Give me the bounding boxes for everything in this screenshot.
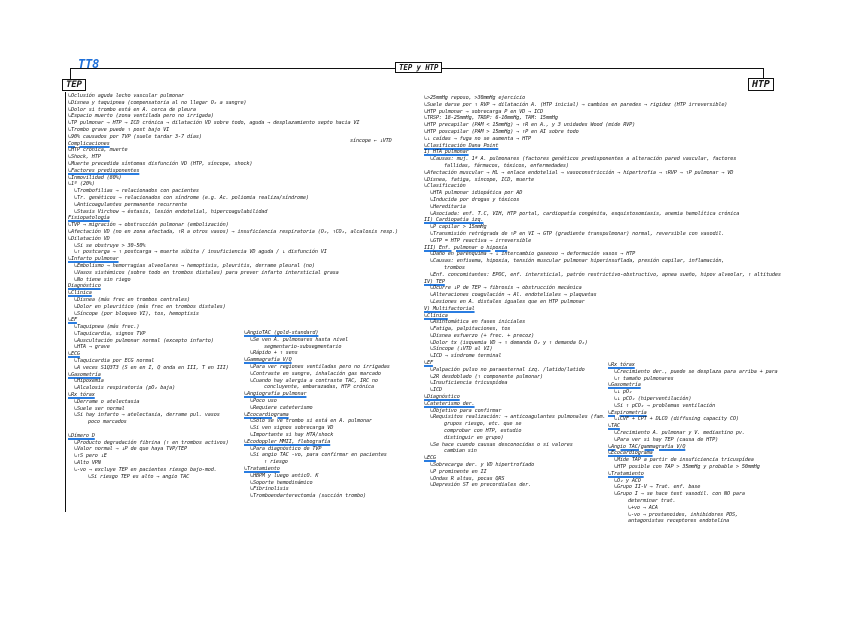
note-line: ↳Hipoxemia [74,378,104,385]
note-line: ↳Insuficiencia tricuspídea [430,380,508,387]
note-line: ↳↑S pero ↓E [74,453,107,460]
note-line: ↳Síncope (por bloqueo VI), tos, hemoptisis [74,310,199,317]
note-line: ↳Se ven A. pulmonares hasta nivel [250,336,349,343]
note-line: ↳Infarto pulmonar [68,256,119,263]
note-line: ↳Ecocardiograma [608,450,653,457]
tep-branch-line [65,92,66,512]
note-line: ↳Cuando hay alergia a contraste TAC, IRC no [250,377,378,384]
note-line: ↳Requiere cateterismo [250,404,313,411]
note-line: ↳No tiene sin riego [74,276,131,283]
note-line: ↳Mide TAP a partir de insuficiencia tricuspídea [614,457,754,464]
note-line: ↳Soporte hemodinámico [250,479,313,486]
note-line: ↳Tratamiento [244,465,280,472]
note-line: ↳Disnea esfuerzo (+ frec. + precoz) [430,332,535,339]
handwritten-tag: TT8 [78,57,100,71]
tep-column-2 [244,330,390,500]
note-line: ↳↓CVF + CPT + DLCO (diffusing capacity CO) [614,416,739,423]
note-line: ↳Alto VPN [74,460,101,467]
note-line: ↳ICD → síndrome terminal [430,353,502,360]
note-line: ↳Trombofilias → relacionados con pacientes [74,188,199,195]
note-line: ↳Causas: enfisema, hipoxia, tensión muscular pulmonar hiperinsuflada, presión capilar, inflamación, [430,258,725,265]
note-line: ↳TVP → migración → obstrucción pulmonar (embolización) [68,222,229,229]
note-line: distinguir en grupo) [444,434,504,441]
note-line: ↳EF [424,360,433,367]
note-line: ↳Dolor en pleuritico (más frec en trombos distales) [74,303,226,310]
note-line: ↳Taquicardia por ECG normal [74,358,155,365]
note-line: comprobar con HTP, estudio [444,428,522,435]
note-line: ↳Si ven signos sobrecarga VD [250,425,334,432]
note-line: ↳Disnea (más frec en trombos centrales) [74,296,190,303]
connector-right [763,68,764,78]
note-line: ↳Importante si hay HTA/shock [250,431,334,438]
note-line: ↳+vo → ACA [628,504,658,511]
note-line: ↳Derrame o atelectasia [74,398,140,405]
note-line: ↳HBPM y luego anticO. K [250,472,319,479]
note-line: ↳↓ caídas → fuga no se aumenta → HTP [424,135,532,142]
note-line: ↳Fatiga, palpitaciones, tos [430,326,511,333]
note-line: ↳Shock, HTP [68,154,101,161]
note-line: ↳Espirometría [608,409,647,416]
note-line: ↳Enf. concomitantes: EPOC, enf. intersticial, patrón restrictivo-obstructivo, apnea sueño, hipov alveolar, ↑ altitudes [430,271,781,278]
note-line: ↳Asociada: enf. T.C, VIH, HTP portal, cardiopatía congénita, esquistosomiasis, anemia hemolítica crónica [430,210,740,217]
note-line: ↳A veces S1Q3T3 (S en en I, Q onda en III, T en III) [74,364,229,371]
note-line: ↳Transmisión retrógrada de ↑P en VI → GTP (gradiente transpulmonar) normal, reversible con vasodil. [430,230,725,237]
note-line: ↳TP pulmonar → HTP → ICD crónica → dilatación VD sobre todo, aguda → desplazamiento septo hacia VI [68,120,360,127]
note-line: ↳Si se obstruye > 30-50% [74,242,146,249]
note-line: ↳Alteraciones coagulación → Al. endoteliales → plaquetas [430,292,597,299]
note-line: ↳Gasometría [68,371,101,378]
note-line: trombos [444,264,465,271]
tep-box: TEP [62,79,86,91]
note-line: ↳Crecimiento der., puede se desplaza para arriba + para [614,368,778,375]
note-line: Diagnóstico [68,283,101,290]
note-line: ↳Contraste en sangre, inhalación gas marcado [250,370,381,377]
note-line: ↳Tromboendarterectomía (succión trombo) [250,493,366,500]
note-line: ↑ riesgo [264,459,288,466]
note-line: ↳Angio TAC/gammagrafía V/Q [608,443,686,450]
note-line: poco marcados [88,419,127,426]
note-line: ↳Se hace cuando causas desconocidas o si valores [430,441,573,448]
note-line: ↳Taquicardia, signos TVP [74,330,146,337]
note-line: ↳Objetivo para confirmar [430,407,502,414]
note-line: ↳Dímero D [68,432,95,439]
note-line: ↳Lesiones en A. distales iguales que en HTP pulmonar [430,298,585,305]
note-line: ↳Dolor tx (isquemia VD → ↑ demanda O₂ y ↑ demanda O₂) [430,339,588,346]
note-line: ↳↓ pCO₂ (hiperventilación) [614,395,692,402]
note-line: segmentario-subsegmentario [264,343,342,350]
note-line: ↳Suele ser normal [74,405,125,412]
note-line: ↳Si hay infarto → atelectasia, derrame pul. vasos [74,412,220,419]
note-line: ↳Embolismo → hemorragias alveolares → hemoptisis, pleuritis, derrame pleural (no) [74,262,315,269]
note-line: ↳Síncope (↓VTD al VI) [430,346,493,353]
note-line: ↳Hereditaria [430,203,466,210]
note-line: Complicaciones [68,140,110,147]
note-line: ↳>25mmHg reposo, >30mmHg ejercicio [424,95,526,101]
note-line: ↳1º (20%) [68,181,95,188]
note-line: grupos riesgo, etc. que se [444,421,522,428]
note-line: ↳ICD [430,387,442,394]
note-line: ↳Clasificación Dana Point [424,142,499,149]
note-line: ↳Gasometría [608,382,641,389]
note-line: ↳2R desdoblado (↑ componente pulmonar) [430,373,543,380]
note-line: ↳Clínica [424,312,448,319]
note-line: ↳Daño en parénquima → ↓ intercambio gaseoso → deformación vasos → HTP [430,251,636,258]
note-line: antagonistas receptores endotelina [628,518,730,525]
note-line: ↳O₂ y ACO [614,477,641,484]
note-line: ↳HTP poscapilar (PAM > 15mmHg) → ↑P en AI sobre todo [424,128,579,135]
note-line: ↳Producto degradación fibrina (↑ en trombos activos) [74,439,229,446]
note-line: ↳P capilar > 15mmHg [430,224,487,231]
note-line: fallidas, fármacos, tóxicos, enfermedades) [444,162,569,169]
note-line: ↳TAC [608,423,620,430]
note-line: ↳Ocurre ↓P de TEP → fibrosis → obstrucción mecánica [430,285,582,292]
note-line: ↳Ondas R altas, pocas QRS [430,475,505,482]
note-line: ↳HTA → grave [74,344,110,351]
note-line: II) Cardiopatía izq. [424,217,484,224]
note-line: ↳HTP posible con TAP > 35mmHg y probable > 50mmHg [614,463,760,470]
note-line: ↳Afectación muscular → HL → enlace endotelial → vasoconstricción → hipertrofia → ↑RVP → ↑P pulmonar → VD [424,169,734,176]
note-line: ↳P prominente en II [430,468,487,475]
note-line: ↳Tratamiento [608,470,644,477]
note-line: ↳Para ver regiones ventiladas pero no irrigadas [250,363,390,370]
note-line: ↳Sólo se ve trombo si está en A. pulmonar [250,418,372,425]
note-line: ↳Cateterismo der. [424,400,475,407]
note-line: ↳Clasificación [424,183,466,190]
note-line: ↳Grupo I → se hace test vasodil. con NO para [614,491,745,498]
note-line: ↳Para diagnóstico de TVP [250,445,322,452]
note-line: ↳Factores predisponentes [68,167,140,174]
note-line: ↳90% causados por TVP (suele tardar 3-7 días) [68,133,202,140]
note-line: ↳Rx tórax [68,392,95,399]
note-line: ↳Disnea, fatiga, síncope, ICD, muerte [424,176,535,183]
note-line: ↳Fibrinolisis [250,486,289,493]
page-title: TEP y HTP [395,62,442,73]
note-line: ↳Taquipnea (más frec.) [74,324,140,331]
note-line: III) Enf. pulmonar o hipoxia [424,244,508,251]
note-line: ↳Dilatación VD [68,235,110,242]
note-line: ↳Suele darse por ↑ RVP → dilatación A. (HTP inicial) → cambios en paredes → rigidez (HTP irreversible) [424,101,728,108]
note-line: ↳HTP precapilar (PAM < 15mmHg) → ↑R en A., y 3 unidades Wood (mide RVP) [424,122,636,129]
note-line: ↳TRSP: 18-25mmHg, TRDP: 6-10mmHg, TAM: 15mmHg [424,115,558,122]
note-line: ↳Anticoagulantes permanente recurrente [74,201,187,208]
note-line: ↳Si ↑ pCO₂ → problemas ventilación [614,402,716,409]
note-line: ↳Palpación pulso no paraesternal izq. /latido/latido [430,366,585,373]
note-line: ↳Inducida por drogas y tóxicos [430,196,520,203]
note-line: ↳Diagnóstico [424,394,460,401]
note-line: ↳Ecodoppler MMII, flebografía [244,438,331,445]
note-line: ↳Dolor si trombo está en A. cerca de pleura [68,106,196,113]
note-line: ↳Alcalosis respiratoria (pO₂ baja) [74,385,176,392]
note-line: ↳Angiografía pulmonar [244,391,307,398]
note-line: ↳↑ postcarga → ↑ postcarga → muerte súbita / insuficiencia VD aguda / ↓ disfunción VI [74,249,327,256]
note-line: ↳Sobrecarga der. y VD hipertrofiado [430,462,535,469]
note-line: ↳Crecimiento A. pulmonar y V. mediastino pv. [614,429,745,436]
note-line: ↳GTP = HTP reactiva → irreversible [430,237,532,244]
note-line: I) HTA pulmonar [424,149,469,156]
note-line: ↳Causas: muj. 1ª A. pulmonares (factores genéticos predisponentes a alteración pared vascular, factores [430,156,737,163]
htp-column-2 [608,362,778,525]
htp-box: HTP [748,78,774,91]
note-line: ↳↑ tamaño pulmonares [614,375,674,382]
note-line: ↳Trombo grave puede ↑ post bajo VI [68,126,170,133]
note-line: determinar trat. [628,497,676,504]
note-line: ↳Ecocardiograma [244,411,289,418]
note-line: ↳Vasos sistémicos (sobre todo en trombos distales) para prever infarto intersticial grasa [74,269,339,276]
note-line: ↳Si angio TAC -vo, para confirmar en pacientes [250,452,387,459]
note-line: ↳Gammagrafía V/Q [244,357,292,364]
note-line: ↳HTP crónica, muerte [68,147,128,154]
note-line: ↳-vo → excluye TEP en pacientes riesgo bajo-mod. [74,466,217,473]
note-line: ↳Auscultación pulmonar normal (excepto infarto) [74,337,214,344]
note-line: V) Multifactorial [424,305,475,312]
note-line: ↳Valor normal → ↓P de que haya TVP/TEP [74,446,187,453]
note-line: ↳HTA pulmonar idiopática por AD [430,190,523,197]
note-line: ↳HTP pulmonar → sobrecarga P en VD → ICD [424,108,543,115]
note-line: ↳Oclusión aguda lecho vascular pulmonar [68,93,184,99]
note-line: ↳AngioTAC (gold-standard) [244,330,319,336]
note-line: ↳Para ver si hay TEP (causa de HTP) [614,436,719,443]
note-line: Fisiopatología [68,215,110,222]
note-line: ↳Inmovilidad (80%) [68,174,122,181]
note-line: ↳Disnea y taquipnea (compensatoria al no llegar O₂ a sangre) [68,99,247,106]
note-line: cambian sin [444,448,477,455]
note-line: concluyente, embarazadas, HTP crónica [264,384,375,391]
note-line: ↳Espacio muerto (zona ventilada pero no irrigada) [68,113,214,120]
note-line: ↳↓ pO₂ [614,389,632,396]
note-line: ↳Rx tórax [608,362,635,368]
note-line: ↳Muerte precedida síntomas disfunción VD (HTP, síncope, shock) [68,160,253,167]
note-line: ↳Rápido + ↑ sens [250,350,298,357]
note-line: ↳Requisitos realización: → anticoagulantes pulmonales (fam. [430,414,606,421]
note-line: ↳Clínica [68,290,92,297]
note-line: ↳Asintomática en fases iniciales [430,319,526,326]
note-line: ↳Grupo II-V → Trat. enf. base [614,484,701,491]
note-line: ↳-vo → prostanoides, inhibidores PDS, [628,511,739,518]
note-line: ↳Tr. genéticos → relacionados con síndrome (e.g. Ac. poliomia realiza/síndrome) [74,194,309,201]
note-line: ↳ECG [68,351,80,358]
note-line: ↳Si riesgo TEP es alto → angio TAC [88,473,190,480]
side-note: síncope ← ↓VTD [350,138,392,144]
note-line: IV) TEP [424,278,445,285]
note-line: ↳EF [68,317,77,324]
note-line: ↳Poco uso [250,397,277,404]
note-line: ↳Stasis Virchow → éstasis, lesión endotelial, hipercoagulabilidad [74,208,268,215]
note-line: ↳ECG [424,455,436,462]
note-line: ↳Depresión ST en precordiales der. [430,482,532,489]
note-line: ↳Afectación VD (no en zona afectada, ↑R a otros vasos) → insuficiencia respiratoria (O₂, ↑CO₂, alcalosis resp.) [68,228,399,235]
